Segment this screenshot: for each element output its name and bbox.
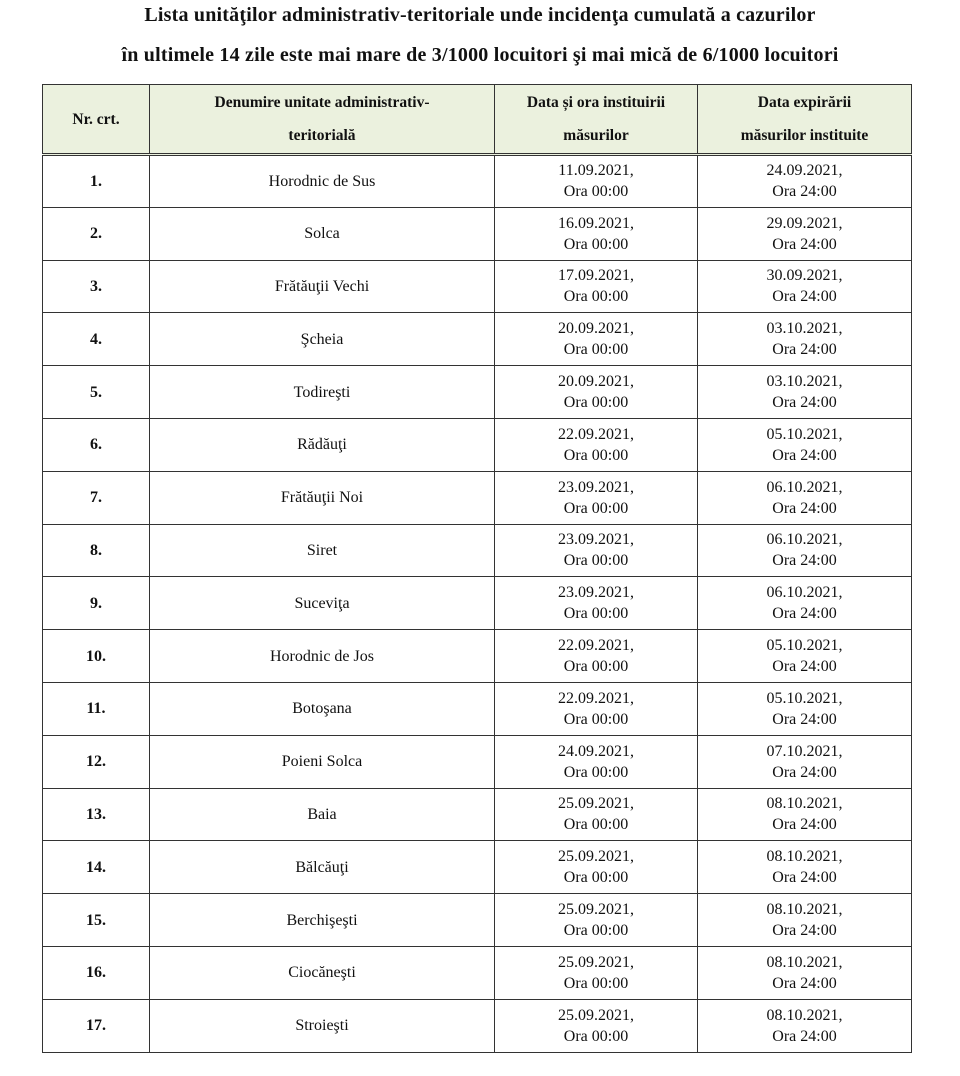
row-nr: 9. xyxy=(43,577,150,630)
table-row xyxy=(43,524,912,577)
row-start-time: Ora 00:00 xyxy=(563,922,629,940)
row-nr: 11. xyxy=(43,682,150,735)
row-end-time: Ora 24:00 xyxy=(772,763,837,781)
row-start-date: 17.09.2021, xyxy=(558,267,634,285)
row-end-date: 06.10.2021, xyxy=(766,478,843,496)
row-nr: 5. xyxy=(43,366,150,419)
row-end xyxy=(698,682,912,735)
row-end xyxy=(698,313,912,366)
row-start xyxy=(495,366,698,419)
row-end xyxy=(698,630,912,683)
row-end-date: 08.10.2021, xyxy=(766,848,843,866)
row-start-date: 20.09.2021, xyxy=(558,320,634,338)
uat-list-table xyxy=(42,84,912,1053)
header-start-line-1: Data și ora instituirii xyxy=(526,94,666,111)
row-name-cell xyxy=(150,999,495,1052)
row-name: Berchişeşti xyxy=(286,911,358,929)
row-name-cell xyxy=(150,577,495,630)
header-end-line-1: Data expirării xyxy=(757,94,852,111)
row-end-time: Ora 24:00 xyxy=(772,446,837,464)
row-start-time: Ora 00:00 xyxy=(563,763,629,781)
row-end-date: 06.10.2021, xyxy=(766,584,843,602)
row-name-cell xyxy=(150,894,495,947)
row-end-date: 06.10.2021, xyxy=(766,531,843,549)
row-name-cell xyxy=(150,155,495,208)
row-start xyxy=(495,682,698,735)
row-end-date: 08.10.2021, xyxy=(766,1006,843,1024)
row-nr: 3. xyxy=(43,260,150,313)
row-name-cell xyxy=(150,682,495,735)
row-name: Frătăuţii Vechi xyxy=(274,277,370,295)
row-name-cell xyxy=(150,260,495,313)
row-end-date: 05.10.2021, xyxy=(766,689,843,707)
row-start-date: 16.09.2021, xyxy=(558,214,634,232)
row-end-date: 07.10.2021, xyxy=(766,742,843,760)
row-end-time: Ora 24:00 xyxy=(772,499,837,517)
row-start-time: Ora 00:00 xyxy=(563,394,629,412)
row-start-date: 23.09.2021, xyxy=(558,584,634,602)
row-nr: 4. xyxy=(43,313,150,366)
table-row xyxy=(43,630,912,683)
row-start xyxy=(495,313,698,366)
row-nr: 12. xyxy=(43,735,150,788)
table-row xyxy=(43,577,912,630)
row-name-cell xyxy=(150,313,495,366)
row-start xyxy=(495,471,698,524)
table-row xyxy=(43,155,912,208)
row-start xyxy=(495,524,698,577)
row-name-cell xyxy=(150,471,495,524)
row-start-date: 23.09.2021, xyxy=(558,531,634,549)
header-nr xyxy=(43,85,150,155)
header-end-line-2: măsurilor instituite xyxy=(740,127,869,144)
row-end xyxy=(698,524,912,577)
row-end-time: Ora 24:00 xyxy=(772,288,837,306)
row-name: Frătăuţii Noi xyxy=(280,489,364,507)
row-name: Horodnic de Jos xyxy=(270,647,374,665)
row-name: Poieni Solca xyxy=(281,753,363,771)
row-end xyxy=(698,207,912,260)
row-nr: 8. xyxy=(43,524,150,577)
header-end xyxy=(698,85,912,155)
row-start-date: 25.09.2021, xyxy=(558,848,634,866)
table-row xyxy=(43,682,912,735)
row-start xyxy=(495,630,698,683)
row-name: Horodnic de Sus xyxy=(268,172,376,190)
row-start-time: Ora 00:00 xyxy=(563,552,629,570)
row-start xyxy=(495,788,698,841)
header-name xyxy=(150,85,495,155)
row-end-time: Ora 24:00 xyxy=(772,552,837,570)
row-start-date: 22.09.2021, xyxy=(558,425,634,443)
row-end-time: Ora 24:00 xyxy=(772,658,837,676)
row-end-date: 08.10.2021, xyxy=(766,795,843,813)
row-end-date: 08.10.2021, xyxy=(766,953,843,971)
row-nr: 10. xyxy=(43,630,150,683)
row-end xyxy=(698,999,912,1052)
document-title-line-1: Lista unităţilor administrativ-teritoriale unde incidenţa cumulată a cazurilor xyxy=(144,4,816,26)
row-nr: 6. xyxy=(43,418,150,471)
row-name-cell xyxy=(150,946,495,999)
row-start-time: Ora 00:00 xyxy=(563,446,629,464)
row-end-time: Ora 24:00 xyxy=(772,922,837,940)
row-start xyxy=(495,577,698,630)
header-name-line-1: Denumire unitate administrativ- xyxy=(214,94,430,111)
table-row xyxy=(43,260,912,313)
header-row xyxy=(43,85,912,155)
row-start xyxy=(495,260,698,313)
row-end-time: Ora 24:00 xyxy=(772,341,837,359)
row-start-date: 25.09.2021, xyxy=(558,953,634,971)
row-end-time: Ora 24:00 xyxy=(772,816,837,834)
row-end-time: Ora 24:00 xyxy=(772,394,837,412)
row-start-time: Ora 00:00 xyxy=(563,816,629,834)
row-nr: 7. xyxy=(43,471,150,524)
row-end-time: Ora 24:00 xyxy=(772,183,837,201)
header-nr-label: Nr. crt. xyxy=(72,110,120,128)
row-end-date: 30.09.2021, xyxy=(766,267,843,285)
row-nr: 2. xyxy=(43,207,150,260)
row-name-cell xyxy=(150,841,495,894)
header-start xyxy=(495,85,698,155)
row-start-date: 11.09.2021, xyxy=(558,162,634,180)
row-start-date: 25.09.2021, xyxy=(558,1006,634,1024)
row-end xyxy=(698,894,912,947)
table-row xyxy=(43,894,912,947)
row-start-time: Ora 00:00 xyxy=(563,183,629,201)
row-start-time: Ora 00:00 xyxy=(563,1027,629,1045)
row-start xyxy=(495,207,698,260)
row-start-time: Ora 00:00 xyxy=(563,235,629,253)
row-end xyxy=(698,735,912,788)
row-name: Baia xyxy=(307,805,337,823)
row-end-time: Ora 24:00 xyxy=(772,974,837,992)
row-start-time: Ora 00:00 xyxy=(563,605,629,623)
row-start xyxy=(495,155,698,208)
row-name-cell xyxy=(150,418,495,471)
header-name-line-2: teritorială xyxy=(288,127,356,144)
row-end-time: Ora 24:00 xyxy=(772,710,837,728)
row-name: Rădăuţi xyxy=(297,436,347,454)
row-start-date: 22.09.2021, xyxy=(558,689,634,707)
row-start-time: Ora 00:00 xyxy=(563,869,629,887)
row-end-time: Ora 24:00 xyxy=(772,869,837,887)
row-start-time: Ora 00:00 xyxy=(563,658,629,676)
row-end-time: Ora 24:00 xyxy=(772,605,837,623)
row-start-time: Ora 00:00 xyxy=(563,341,629,359)
table-row xyxy=(43,841,912,894)
row-start-date: 25.09.2021, xyxy=(558,795,634,813)
row-start-date: 23.09.2021, xyxy=(558,478,634,496)
row-nr: 1. xyxy=(43,155,150,208)
row-end-date: 03.10.2021, xyxy=(766,320,843,338)
table-body xyxy=(43,155,912,1053)
table-row xyxy=(43,946,912,999)
row-start-time: Ora 00:00 xyxy=(563,288,629,306)
row-name-cell xyxy=(150,366,495,419)
row-end xyxy=(698,418,912,471)
row-start xyxy=(495,946,698,999)
table-row xyxy=(43,207,912,260)
row-name: Solca xyxy=(304,225,340,243)
row-start-time: Ora 00:00 xyxy=(563,974,629,992)
row-nr: 13. xyxy=(43,788,150,841)
row-start-date: 25.09.2021, xyxy=(558,901,634,919)
table-row xyxy=(43,313,912,366)
row-end-date: 08.10.2021, xyxy=(766,901,843,919)
row-name-cell xyxy=(150,630,495,683)
row-name: Todireşti xyxy=(293,383,351,401)
row-name-cell xyxy=(150,788,495,841)
table-row xyxy=(43,735,912,788)
header-start-line-2: măsurilor xyxy=(563,127,629,144)
row-start xyxy=(495,418,698,471)
row-nr: 14. xyxy=(43,841,150,894)
row-name: Stroieşti xyxy=(295,1017,349,1035)
row-end-date: 24.09.2021, xyxy=(766,162,843,180)
row-nr: 17. xyxy=(43,999,150,1052)
row-name-cell xyxy=(150,735,495,788)
row-end xyxy=(698,155,912,208)
row-start-date: 24.09.2021, xyxy=(558,742,634,760)
row-end-date: 05.10.2021, xyxy=(766,425,843,443)
row-end-date: 05.10.2021, xyxy=(766,637,843,655)
row-name: Botoşana xyxy=(292,700,352,718)
document-title-line-2: în ultimele 14 zile este mai mare de 3/1000 locuitori şi mai mică de 6/1000 locuitori xyxy=(121,44,839,66)
row-end xyxy=(698,471,912,524)
table-row xyxy=(43,999,912,1052)
row-end xyxy=(698,841,912,894)
row-start xyxy=(495,999,698,1052)
row-end-time: Ora 24:00 xyxy=(772,1027,837,1045)
row-end-date: 03.10.2021, xyxy=(766,373,843,391)
row-end-date: 29.09.2021, xyxy=(766,214,843,232)
row-start-time: Ora 00:00 xyxy=(563,499,629,517)
row-nr: 16. xyxy=(43,946,150,999)
row-start-time: Ora 00:00 xyxy=(563,710,629,728)
row-end xyxy=(698,366,912,419)
row-start xyxy=(495,841,698,894)
row-end xyxy=(698,788,912,841)
row-end-time: Ora 24:00 xyxy=(772,235,837,253)
table-row xyxy=(43,788,912,841)
row-end xyxy=(698,260,912,313)
row-name: Siret xyxy=(306,541,338,559)
row-name: Bălcăuţi xyxy=(295,858,349,876)
row-name-cell xyxy=(150,524,495,577)
row-name-cell xyxy=(150,207,495,260)
row-name: Şcheia xyxy=(300,330,344,348)
table-row xyxy=(43,471,912,524)
table-row xyxy=(43,366,912,419)
row-nr: 15. xyxy=(43,894,150,947)
table-header xyxy=(43,85,912,155)
table-row xyxy=(43,418,912,471)
row-start-date: 20.09.2021, xyxy=(558,373,634,391)
row-end xyxy=(698,577,912,630)
row-name: Suceviţa xyxy=(294,594,350,612)
row-start-date: 22.09.2021, xyxy=(558,637,634,655)
row-start xyxy=(495,735,698,788)
row-name: Ciocăneşti xyxy=(288,964,356,982)
row-start xyxy=(495,894,698,947)
row-end xyxy=(698,946,912,999)
